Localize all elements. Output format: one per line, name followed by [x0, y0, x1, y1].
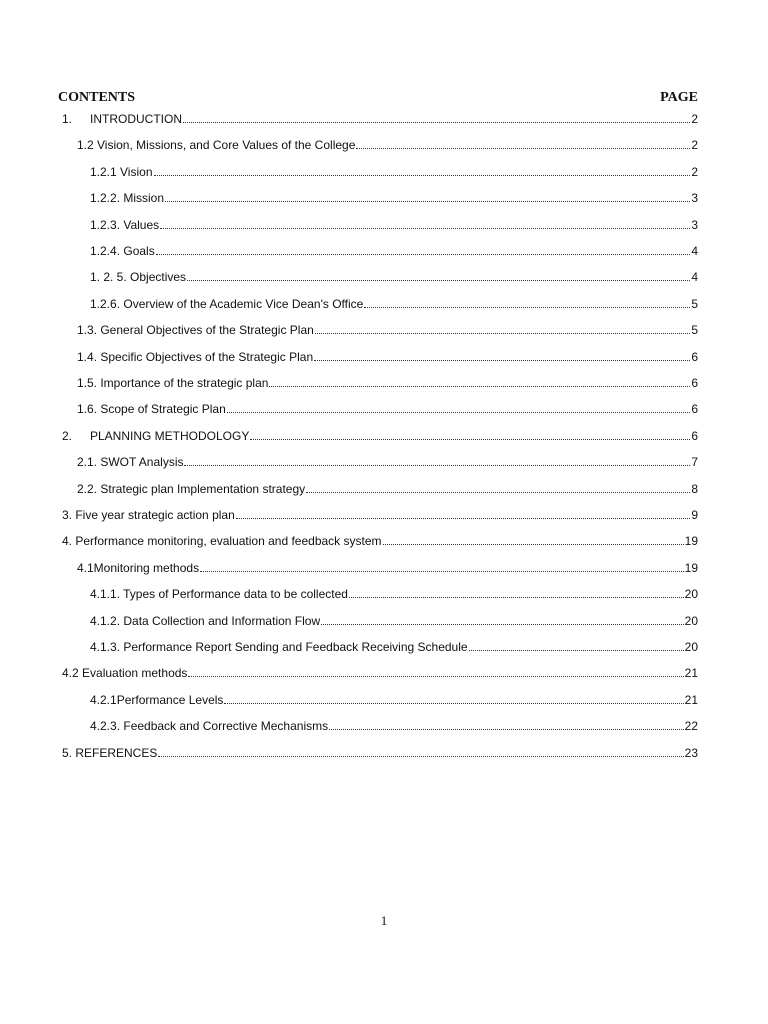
- dot-leader: [364, 306, 690, 308]
- dot-leader: [158, 755, 683, 757]
- dot-leader: [314, 359, 690, 361]
- toc-entry[interactable]: [90, 266, 698, 284]
- toc-entry-page: 4: [691, 244, 698, 258]
- toc-entry-title: 1.2.6. Overview of the Academic Vice Dean's Office: [90, 296, 364, 311]
- toc-entry[interactable]: [77, 398, 698, 416]
- toc-entry-number: 1.: [62, 112, 73, 126]
- toc-entry-page: 22: [684, 719, 698, 734]
- dot-leader: [200, 570, 684, 572]
- toc-entry-page: 3: [691, 191, 698, 206]
- toc-entry-page: 2: [691, 138, 698, 153]
- toc-entry-title: 1.2.4. Goals: [90, 244, 155, 258]
- dot-leader: [165, 200, 690, 202]
- toc-entry[interactable]: [90, 214, 698, 232]
- toc-entry[interactable]: [77, 319, 698, 337]
- dot-leader: [184, 464, 690, 466]
- toc-entry-page: 19: [684, 560, 698, 575]
- toc-entry-title: 4.2 Evaluation methods: [62, 666, 188, 681]
- toc-entry[interactable]: [77, 557, 698, 575]
- toc-entry[interactable]: [90, 240, 698, 258]
- toc-entry-title: 1.2.2. Mission: [90, 191, 165, 206]
- toc-entry[interactable]: [62, 425, 698, 443]
- toc-entry-page: 6: [691, 376, 698, 390]
- toc-entry[interactable]: [90, 293, 698, 311]
- toc-entry-title: 2.1. SWOT Analysis: [77, 455, 184, 470]
- dot-leader: [183, 121, 690, 123]
- toc-entry-page: 9: [691, 508, 698, 522]
- toc-entry[interactable]: [90, 583, 698, 601]
- toc-entry[interactable]: [90, 715, 698, 733]
- toc-entry[interactable]: [77, 478, 698, 496]
- toc-entry-page: 6: [691, 402, 698, 417]
- toc-entry-title: 1.3. General Objectives of the Strategic Plan: [77, 323, 314, 338]
- toc-entry-title: PLANNING METHODOLOGY: [90, 428, 250, 443]
- dot-leader: [154, 174, 691, 176]
- toc-entry-title: 4. Performance monitoring, evaluation and feedback system: [62, 534, 382, 549]
- dot-leader: [236, 517, 691, 519]
- toc-entry-title: 4.1.1. Types of Performance data to be collected: [90, 587, 348, 602]
- toc-entry-page: 6: [691, 349, 698, 364]
- dot-leader: [349, 596, 684, 598]
- toc-entry-title: 1.2.3. Values: [90, 217, 160, 232]
- dot-leader: [227, 411, 691, 413]
- toc-entry-title: 1.5. Importance of the strategic plan: [77, 376, 269, 390]
- toc-entry-title: 3. Five year strategic action plan: [62, 508, 235, 522]
- toc-entry[interactable]: [90, 161, 698, 179]
- dot-leader: [469, 649, 684, 651]
- toc-entry-title: 1.6. Scope of Strategic Plan: [77, 402, 226, 417]
- toc-entry-title: 4.1.2. Data Collection and Information Flow: [90, 613, 321, 628]
- toc-entry-page: 20: [684, 587, 698, 602]
- toc-entry-title: 4.1.3. Performance Report Sending and Feedback Receiving Schedule: [90, 640, 468, 654]
- toc-entry[interactable]: [77, 372, 698, 390]
- toc-entry-number: 2.: [62, 428, 73, 443]
- toc-entry[interactable]: [90, 610, 698, 628]
- toc-entry[interactable]: [62, 530, 698, 548]
- toc-entry-title: 1. 2. 5. Objectives: [90, 270, 187, 285]
- contents-heading: CONTENTS: [58, 90, 136, 105]
- toc-entry-title: 1.2.1 Vision: [90, 164, 153, 179]
- toc-entry-page: 20: [684, 613, 698, 628]
- toc-entry-page: 5: [691, 323, 698, 338]
- dot-leader: [187, 279, 690, 281]
- dot-leader: [156, 253, 691, 255]
- toc-entry[interactable]: [90, 187, 698, 205]
- dot-leader: [356, 147, 690, 149]
- page-number: 1: [380, 913, 388, 928]
- toc-entry-page: 3: [691, 217, 698, 232]
- dot-leader: [329, 728, 684, 730]
- toc-entry-title: 4.1Monitoring methods: [77, 560, 200, 575]
- toc-entry-page: 2: [691, 112, 698, 126]
- page-column-heading: PAGE: [660, 90, 698, 105]
- dot-leader: [383, 543, 684, 545]
- toc-entry-page: 19: [684, 534, 698, 549]
- toc-entry-page: 6: [691, 428, 698, 443]
- toc-entry-page: 8: [691, 481, 698, 496]
- toc-entry-title: 4.2.1Performance Levels: [90, 692, 224, 707]
- toc-entry-page: 2: [691, 164, 698, 179]
- toc-entry[interactable]: [90, 689, 698, 707]
- toc-entry[interactable]: [62, 662, 698, 680]
- dot-leader: [188, 675, 683, 677]
- dot-leader: [224, 702, 683, 704]
- toc-heading: [58, 90, 698, 108]
- toc-entry[interactable]: [77, 134, 698, 152]
- toc-entry[interactable]: [77, 346, 698, 364]
- toc-entry[interactable]: [77, 451, 698, 469]
- dot-leader: [160, 227, 690, 229]
- toc-entry[interactable]: [62, 742, 698, 760]
- toc-entry[interactable]: [62, 108, 698, 126]
- dot-leader: [250, 438, 690, 440]
- toc-entry[interactable]: [90, 636, 698, 654]
- toc-entry-title: 1.4. Specific Objectives of the Strategic Plan: [77, 349, 314, 364]
- dot-leader: [321, 623, 684, 625]
- toc-entry-title: 4.2.3. Feedback and Corrective Mechanisms: [90, 719, 329, 734]
- toc-entry-page: 23: [684, 745, 698, 760]
- toc-entry-page: 7: [691, 455, 698, 470]
- toc-entry-page: 21: [684, 692, 698, 707]
- toc-entry-title: 5. REFERENCES: [62, 745, 158, 760]
- dot-leader: [269, 385, 690, 387]
- toc-entry-title: INTRODUCTION: [90, 112, 182, 126]
- toc-entry[interactable]: [62, 504, 698, 522]
- toc-entry-page: 21: [684, 666, 698, 681]
- toc-entry-title: 1.2 Vision, Missions, and Core Values of the College: [77, 138, 356, 153]
- toc-entry-page: 20: [684, 640, 698, 654]
- toc-entry-title: 2.2. Strategic plan Implementation strategy: [77, 481, 306, 496]
- toc-entry-page: 4: [691, 270, 698, 285]
- dot-leader: [306, 491, 690, 493]
- dot-leader: [315, 332, 691, 334]
- toc-entry-page: 5: [691, 296, 698, 311]
